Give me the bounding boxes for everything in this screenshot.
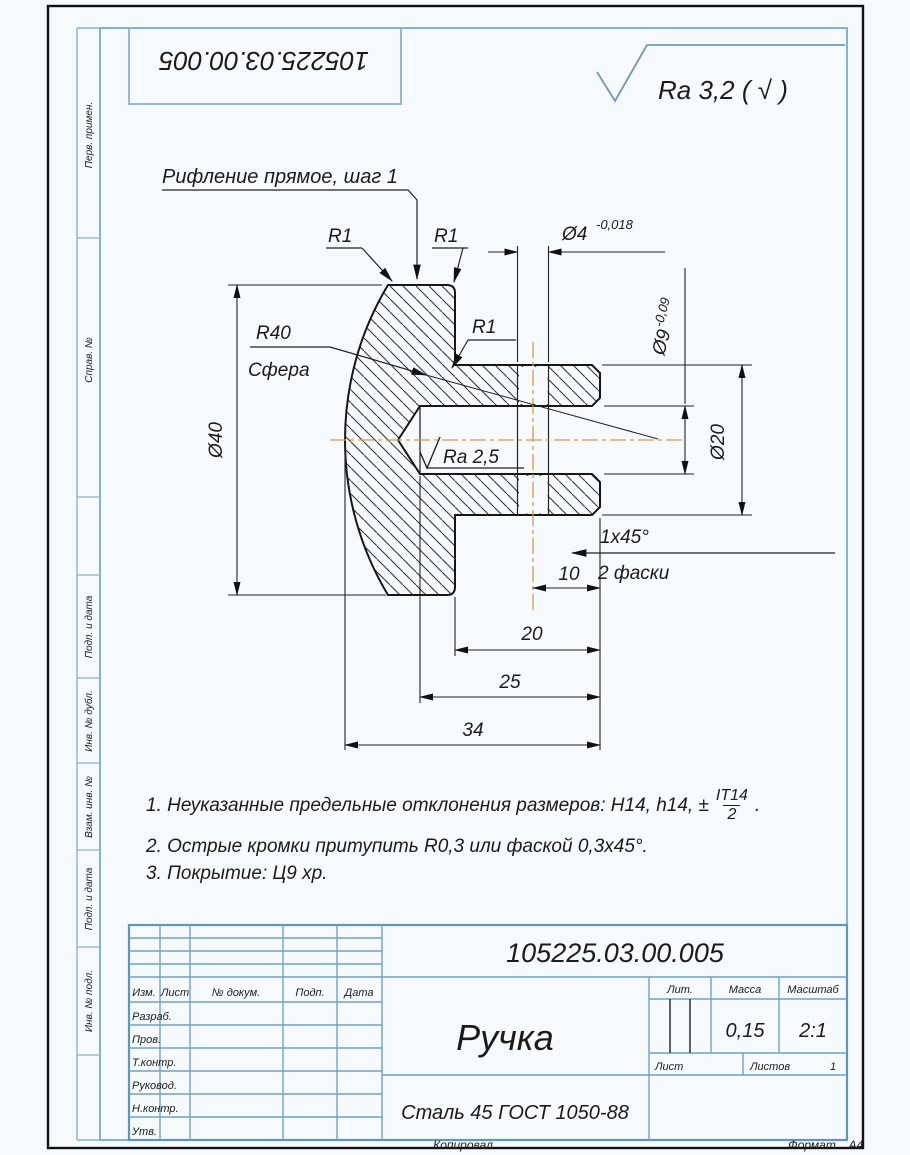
row-rukovod: Руковод.: [132, 1080, 177, 1092]
dim-l25-label: 25: [499, 672, 521, 693]
listov-label: Листов: [750, 1061, 791, 1073]
r1-inner-label: R1: [472, 317, 497, 338]
margin-labels: [83, 102, 95, 1032]
lit-header: Лит.: [667, 984, 693, 996]
margin-label-inv-dubl: Инв. № дубл.: [84, 690, 95, 752]
margin-label-podp-data-1: Подп. и дата: [84, 595, 95, 659]
sphere-label: Сфера: [248, 360, 310, 381]
format-label: Формат: [788, 1138, 836, 1152]
dim-l20: [455, 597, 600, 656]
dim-d4-label: Ø4: [562, 224, 588, 245]
title-right-section: [654, 984, 839, 1073]
title-material: Сталь 45 ГОСТ 1050-88: [401, 1102, 629, 1124]
tolerance-fraction: $\frac{IT14}{2}$: [715, 787, 748, 823]
margin-label-vzam-inv: Взам. инв. №: [84, 776, 95, 838]
row-utv: Утв.: [132, 1126, 157, 1138]
ra25-label: Ra 2,5: [443, 447, 499, 468]
margin-label-inv-podl: Инв. № подл.: [84, 969, 95, 1033]
title-part-name: Ручка: [456, 1017, 554, 1058]
col-izm: Изм.: [132, 987, 156, 999]
massa-value: 0,15: [725, 1020, 765, 1042]
top-stamp-number: 105225.03.00.005: [159, 46, 369, 76]
dim-l20-label: 20: [521, 624, 543, 645]
roughness-value: Ra 3,2 ( √ ): [658, 75, 788, 105]
dim-l10-label: 10: [558, 564, 580, 585]
row-tkontr: Т.контр.: [132, 1057, 177, 1069]
r1-right-label: R1: [434, 226, 459, 247]
note-3: [146, 863, 328, 885]
r1-left-label: R1: [328, 226, 353, 247]
col-list: Лист: [160, 987, 190, 999]
masshtab-header: Масштаб: [787, 984, 839, 996]
margin-label-podp-data-2: Подп. и дата: [84, 867, 95, 931]
general-roughness: [597, 45, 845, 105]
ra25-check-icon: [420, 437, 440, 468]
knurl-note: Рифление прямое, шаг 1: [162, 166, 398, 188]
dim-d9-tolerance: -0,09: [650, 295, 673, 329]
dim-d40-label: Ø40: [206, 422, 227, 458]
title-designation: 105225.03.00.005: [506, 938, 724, 968]
title-row-labels: [131, 1011, 179, 1138]
note-3-text: 3. Покрытие: Ц9 хр.: [146, 863, 328, 884]
kopiroval-label: Копировал: [433, 1138, 493, 1152]
note-1-text: 1. Неуказанные предельные отклонения размеров: H14, h14, ±: [146, 794, 709, 816]
row-razrab: Разраб.: [132, 1011, 172, 1023]
title-block: [129, 925, 847, 1140]
format-value: А4: [848, 1138, 864, 1152]
col-podp: Подп.: [295, 987, 325, 999]
col-data: Дата: [344, 987, 374, 999]
note-2: [146, 836, 648, 858]
r40-label: R40: [256, 323, 291, 344]
scale-value: 2:1: [799, 1020, 827, 1042]
row-nkontr: Н.контр.: [132, 1103, 179, 1115]
col-doc: № докум.: [211, 987, 261, 999]
listov-value: 1: [829, 1061, 837, 1073]
margin-label-perv-primen: Перв. примен.: [84, 101, 95, 169]
list-label: Лист: [655, 1061, 684, 1073]
dim-l34-label: 34: [462, 720, 484, 741]
note-2-text: 2. Острые кромки притупить R0,3 или фаской 0,3х45°.: [146, 836, 648, 857]
chamfer-count-label: 2 фаски: [598, 563, 670, 584]
row-prov: Пров.: [132, 1034, 162, 1046]
dim-d9-label: Ø9: [648, 327, 676, 358]
note-1: 1. Неуказанные предельные отклонения размеров: H14, h14, ± $\frac{IT14}{2}$ .: [146, 787, 761, 823]
dim-d9: [604, 268, 694, 474]
dim-d20-label: Ø20: [708, 424, 729, 460]
massa-header: Масса: [728, 984, 762, 996]
dim-d4-tolerance: -0,018: [596, 217, 633, 232]
chamfer-size-label: 1х45°: [600, 527, 649, 548]
margin-label-sprav: Справ. №: [84, 337, 95, 383]
top-stamp: [129, 28, 401, 104]
